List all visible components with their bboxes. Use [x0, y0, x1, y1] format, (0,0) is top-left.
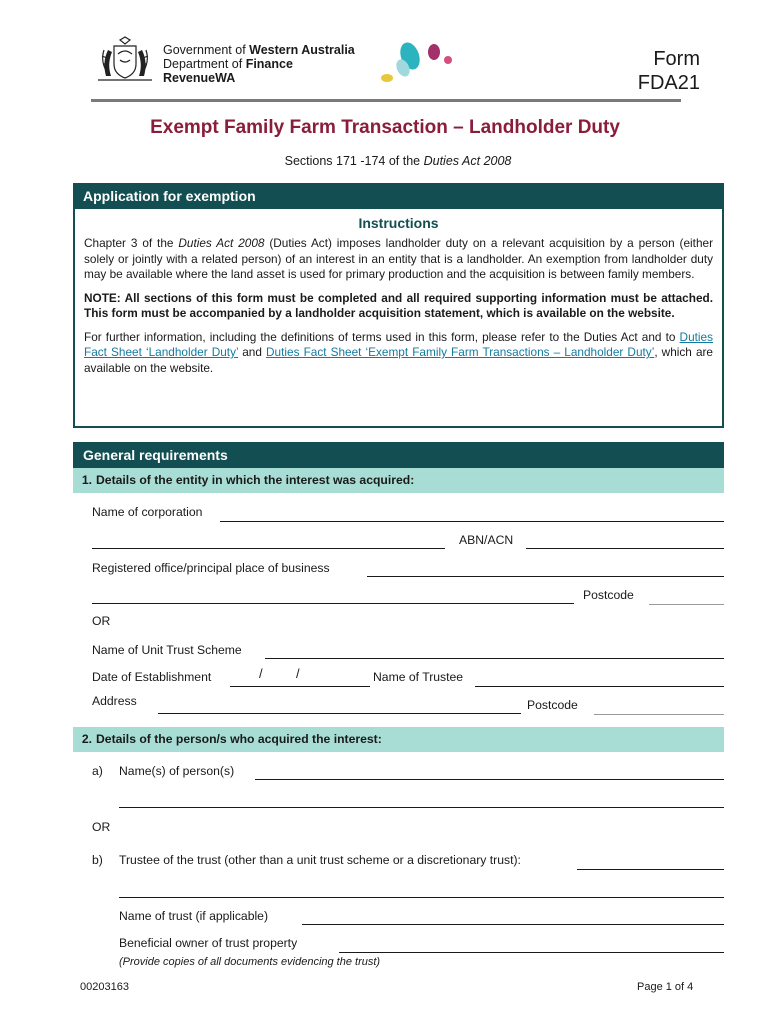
address-field[interactable]	[158, 713, 521, 714]
postcode-field-2[interactable]	[594, 714, 724, 715]
registered-office-label: Registered office/principal place of business	[92, 561, 330, 575]
beneficial-owner-field[interactable]	[339, 952, 724, 953]
abn-acn-label: ABN/ACN	[459, 533, 514, 547]
question-1-band	[73, 468, 724, 493]
date-separator-2: /	[296, 666, 300, 681]
question-2-band	[73, 727, 724, 752]
form-code-block	[638, 47, 700, 95]
registered-office-field[interactable]	[367, 576, 724, 577]
page-number: Page 1 of 4	[637, 981, 694, 993]
persons-name-field-line2[interactable]	[119, 807, 724, 808]
or-label-2: OR	[92, 820, 111, 834]
p1-text-b: (Duties Act) imposes landholder duty on a relevant acquisition by a person (either solely or jointly with a related person) of an interest in an entity that is a landholder. An exemption from landholder duty may be available where the land asset is used for primary production and the acquisition is between family members.	[84, 236, 713, 281]
q2-b-marker: b)	[92, 853, 103, 867]
form-number: 00203163	[80, 981, 129, 993]
subtitle-act: Duties Act 2008	[423, 154, 512, 168]
unit-trust-label: Name of Unit Trust Scheme	[92, 643, 242, 657]
date-separator-1: /	[259, 666, 263, 681]
gov-line2-bold: Finance	[245, 57, 293, 71]
wa-crest-icon	[94, 36, 156, 86]
page-title: Exempt Family Farm Transaction – Landholder Duty	[150, 117, 620, 138]
beneficial-owner-label: Beneficial owner of trust property	[119, 936, 298, 950]
name-of-corporation-field-line2[interactable]	[92, 548, 445, 549]
q2-number: 2.	[81, 732, 92, 746]
q1-text: Details of the entity in which the interest was acquired:	[96, 473, 415, 487]
p3-text-b: and	[238, 345, 267, 359]
postcode-label-2: Postcode	[527, 698, 578, 712]
form-label: Form	[653, 48, 700, 70]
q1-number: 1.	[81, 473, 92, 487]
form-code: FDA21	[637, 72, 700, 94]
or-label-1: OR	[92, 614, 111, 628]
p1-act: Duties Act 2008	[178, 236, 265, 250]
general-section-header: General requirements	[73, 442, 724, 468]
q2-a-marker: a)	[92, 764, 103, 778]
instructions-note: NOTE: All sections of this form must be completed and all required supporting information must be attached. This form must be accompanied by a landholder acquisition statement, which is available on the website.	[84, 290, 713, 320]
date-of-establishment-field[interactable]	[230, 686, 370, 687]
application-section-header: Application for exemption	[73, 183, 724, 209]
trustee-field[interactable]	[577, 869, 724, 870]
instructions-box	[73, 209, 724, 428]
p1-text-a: Chapter 3 of the	[84, 236, 179, 250]
instructions-paragraph-1	[75, 236, 722, 283]
p3-text-a: For further information, including the definitions of terms used in this form, please refer to the Duties Act and to	[84, 329, 680, 344]
trustee-field-line2[interactable]	[119, 897, 724, 898]
name-of-corporation-label: Name of corporation	[92, 505, 203, 519]
name-of-corporation-field[interactable]	[220, 521, 724, 522]
gov-line1-prefix: Government of	[163, 43, 250, 57]
postcode-label: Postcode	[583, 588, 634, 602]
persons-name-field[interactable]	[255, 779, 724, 780]
page-subtitle	[0, 154, 770, 168]
exempt-family-farm-link[interactable]: Duties Fact Sheet ‘Exempt Family Farm Transactions – Landholder Duty’	[266, 345, 655, 359]
header-divider	[91, 99, 681, 102]
name-of-trust-label: Name of trust (if applicable)	[119, 909, 269, 923]
landholder-duty-link[interactable]: Duties Fact Sheet ‘Landholder Duty’	[84, 329, 713, 359]
p3-text-c: , which are available on the website.	[84, 345, 713, 375]
date-of-establishment-label: Date of Establishment	[92, 670, 212, 684]
instructions-paragraph-3	[75, 330, 722, 377]
gov-line2-prefix: Department of	[163, 57, 246, 71]
gov-line3: RevenueWA	[163, 71, 236, 85]
address-label: Address	[92, 694, 137, 708]
name-of-trustee-label: Name of Trustee	[373, 670, 464, 684]
instructions-title: Instructions	[358, 215, 439, 231]
name-of-trust-field[interactable]	[302, 924, 724, 925]
registered-office-field-line2[interactable]	[92, 603, 574, 604]
q2-text: Details of the person/s who acquired the interest:	[96, 732, 382, 746]
trustee-label: Trustee of the trust (other than a unit trust scheme or a discretionary trust):	[119, 853, 521, 867]
revenuewa-logo-icon	[378, 38, 458, 86]
unit-trust-field[interactable]	[265, 658, 724, 659]
provide-copies-note: (Provide copies of all documents evidencing the trust)	[119, 956, 381, 968]
postcode-field[interactable]	[649, 604, 724, 605]
government-branding	[163, 43, 355, 85]
persons-name-label: Name(s) of person(s)	[119, 764, 235, 778]
name-of-trustee-field[interactable]	[475, 686, 724, 687]
abn-acn-field[interactable]	[526, 548, 724, 549]
gov-line1-bold: Western Australia	[249, 43, 355, 57]
subtitle-prefix: Sections 171 -174 of the	[284, 154, 424, 168]
